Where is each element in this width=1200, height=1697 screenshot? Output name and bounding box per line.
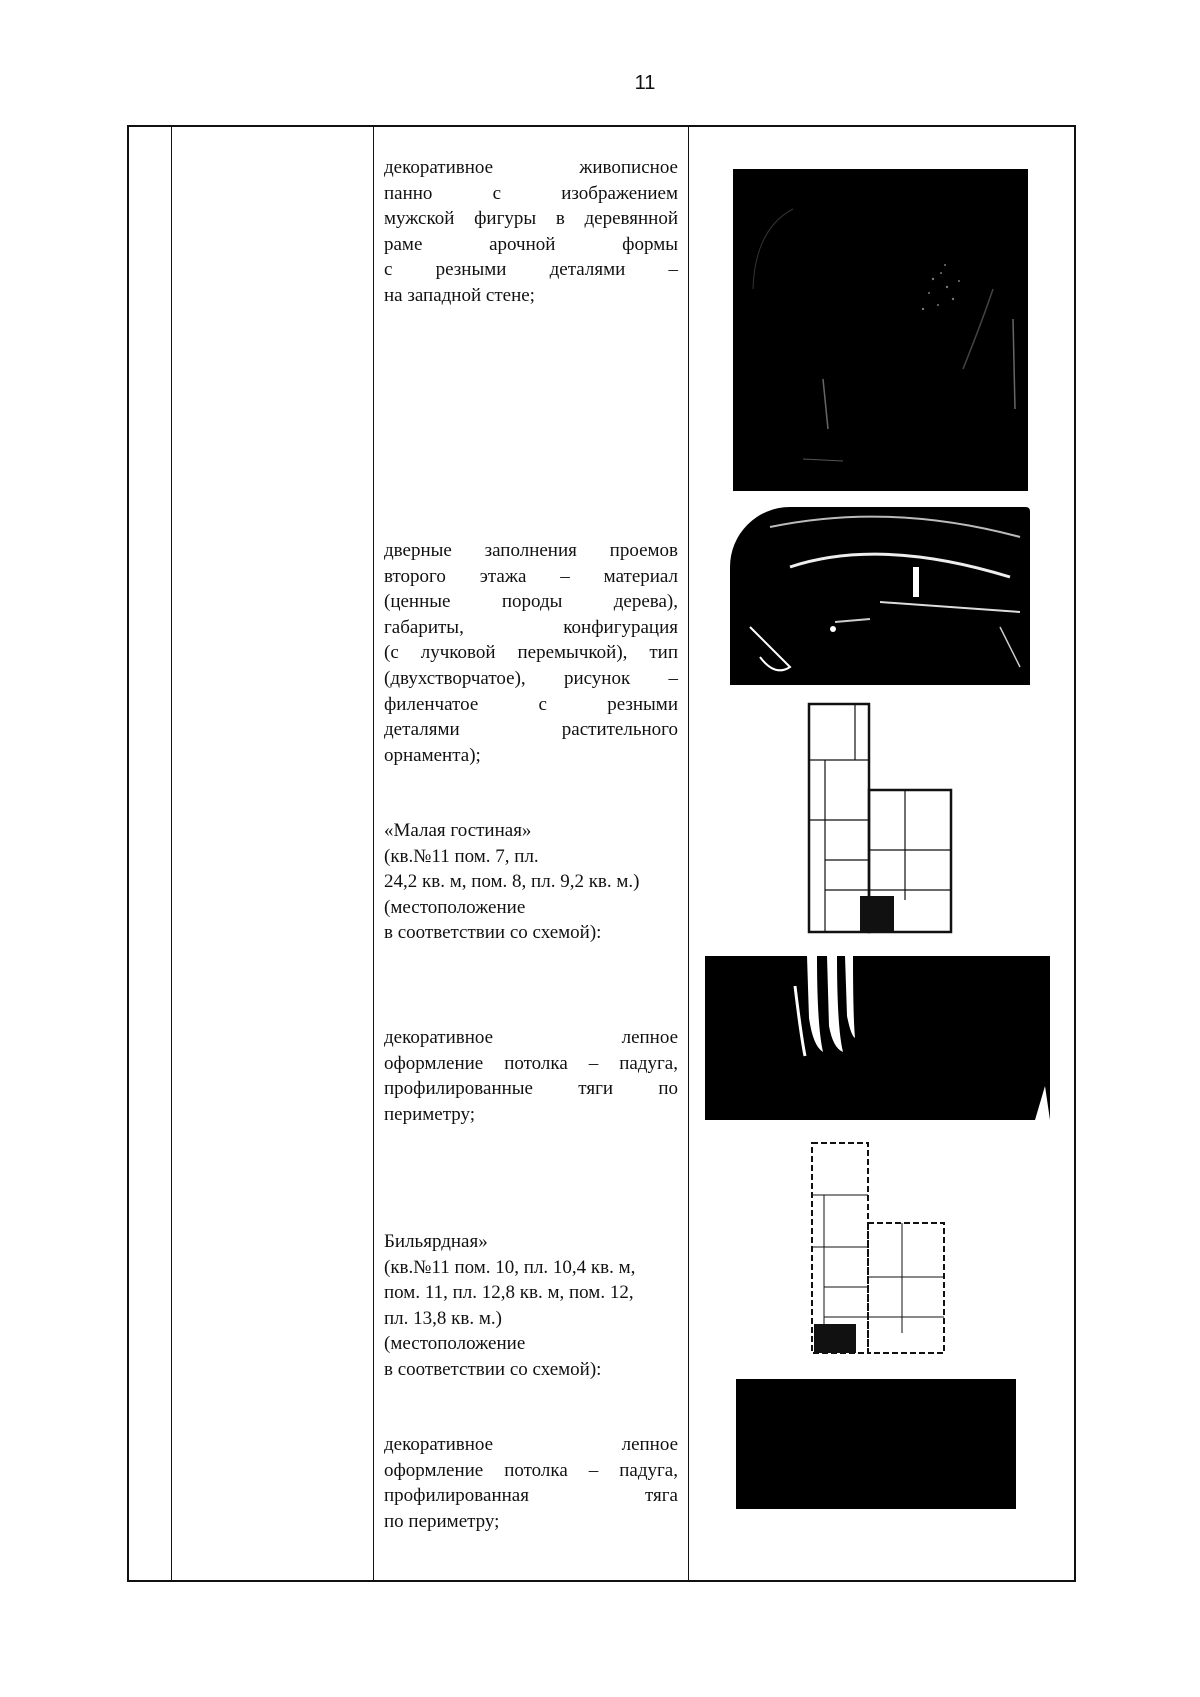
entry-billiard (384, 1229, 678, 1383)
text-line: с резными деталями – (384, 259, 678, 281)
text-line: в соответствии со схемой): (384, 1358, 602, 1380)
text-line: оформление потолка – падуга, (384, 1459, 678, 1481)
text-line: (двухстворчатое), рисунок – (384, 667, 678, 689)
floor-plan-billiard (808, 1137, 948, 1362)
text-line: дверные заполнения проемов (384, 540, 678, 561)
text-line: периметру; (384, 1103, 476, 1125)
doors-photo (730, 507, 1030, 685)
text-line: (кв.№11 пом. 7, пл. (384, 845, 539, 867)
ceiling-salon-photo (705, 956, 1050, 1120)
text-line: оформление потолка – падуга, (384, 1052, 678, 1074)
text-line: филенчатое с резными (384, 693, 678, 715)
text-line: на западной стене; (384, 284, 535, 306)
text-line: (ценные породы дерева), (384, 591, 678, 613)
text-line: (с лучковой перемычкой), тип (384, 642, 678, 664)
text-line: панно с изображением (384, 182, 678, 204)
text-line: профилированные тяги по (384, 1078, 678, 1100)
text-line: в соответствии со схемой): (384, 922, 602, 944)
text-line: декоративное лепное (384, 1027, 678, 1048)
text-line: второго этажа – материал (384, 565, 678, 587)
entry-doors (384, 538, 678, 768)
panel-photo (733, 169, 1028, 491)
text-line: (местоположение (384, 896, 526, 918)
entry-stucco-1 (384, 1025, 678, 1127)
column-divider (688, 127, 689, 1580)
text-line: профилированная тяга (384, 1485, 678, 1507)
floor-plan-small-salon (805, 700, 955, 937)
text-line: орнамента); (384, 744, 481, 766)
text-line: декоративное лепное (384, 1434, 678, 1455)
entry-panel (384, 155, 678, 309)
text-line: пом. 11, пл. 12,8 кв. м, пом. 12, (384, 1282, 634, 1304)
entry-small-salon (384, 818, 678, 946)
text-line: «Малая гостиная» (384, 820, 532, 841)
entry-stucco-2 (384, 1432, 678, 1534)
text-line: деталями растительного (384, 719, 678, 741)
text-line: габариты, конфигурация (384, 616, 678, 638)
text-line: раме арочной формы (384, 233, 678, 255)
text-line: (местоположение (384, 1333, 526, 1355)
text-line: Бильярдная» (384, 1231, 488, 1252)
page-number: 11 (634, 72, 656, 94)
text-line: (кв.№11 пом. 10, пл. 10,4 кв. м, (384, 1256, 636, 1278)
ceiling-billiard-photo (736, 1379, 1016, 1509)
column-divider (171, 127, 172, 1580)
text-line: декоративное живописное (384, 157, 678, 178)
text-line: мужской фигуры в деревянной (384, 208, 678, 230)
text-line: по периметру; (384, 1510, 500, 1532)
text-line: пл. 13,8 кв. м.) (384, 1307, 502, 1329)
text-line: 24,2 кв. м, пом. 8, пл. 9,2 кв. м.) (384, 871, 640, 893)
column-divider (373, 127, 374, 1580)
